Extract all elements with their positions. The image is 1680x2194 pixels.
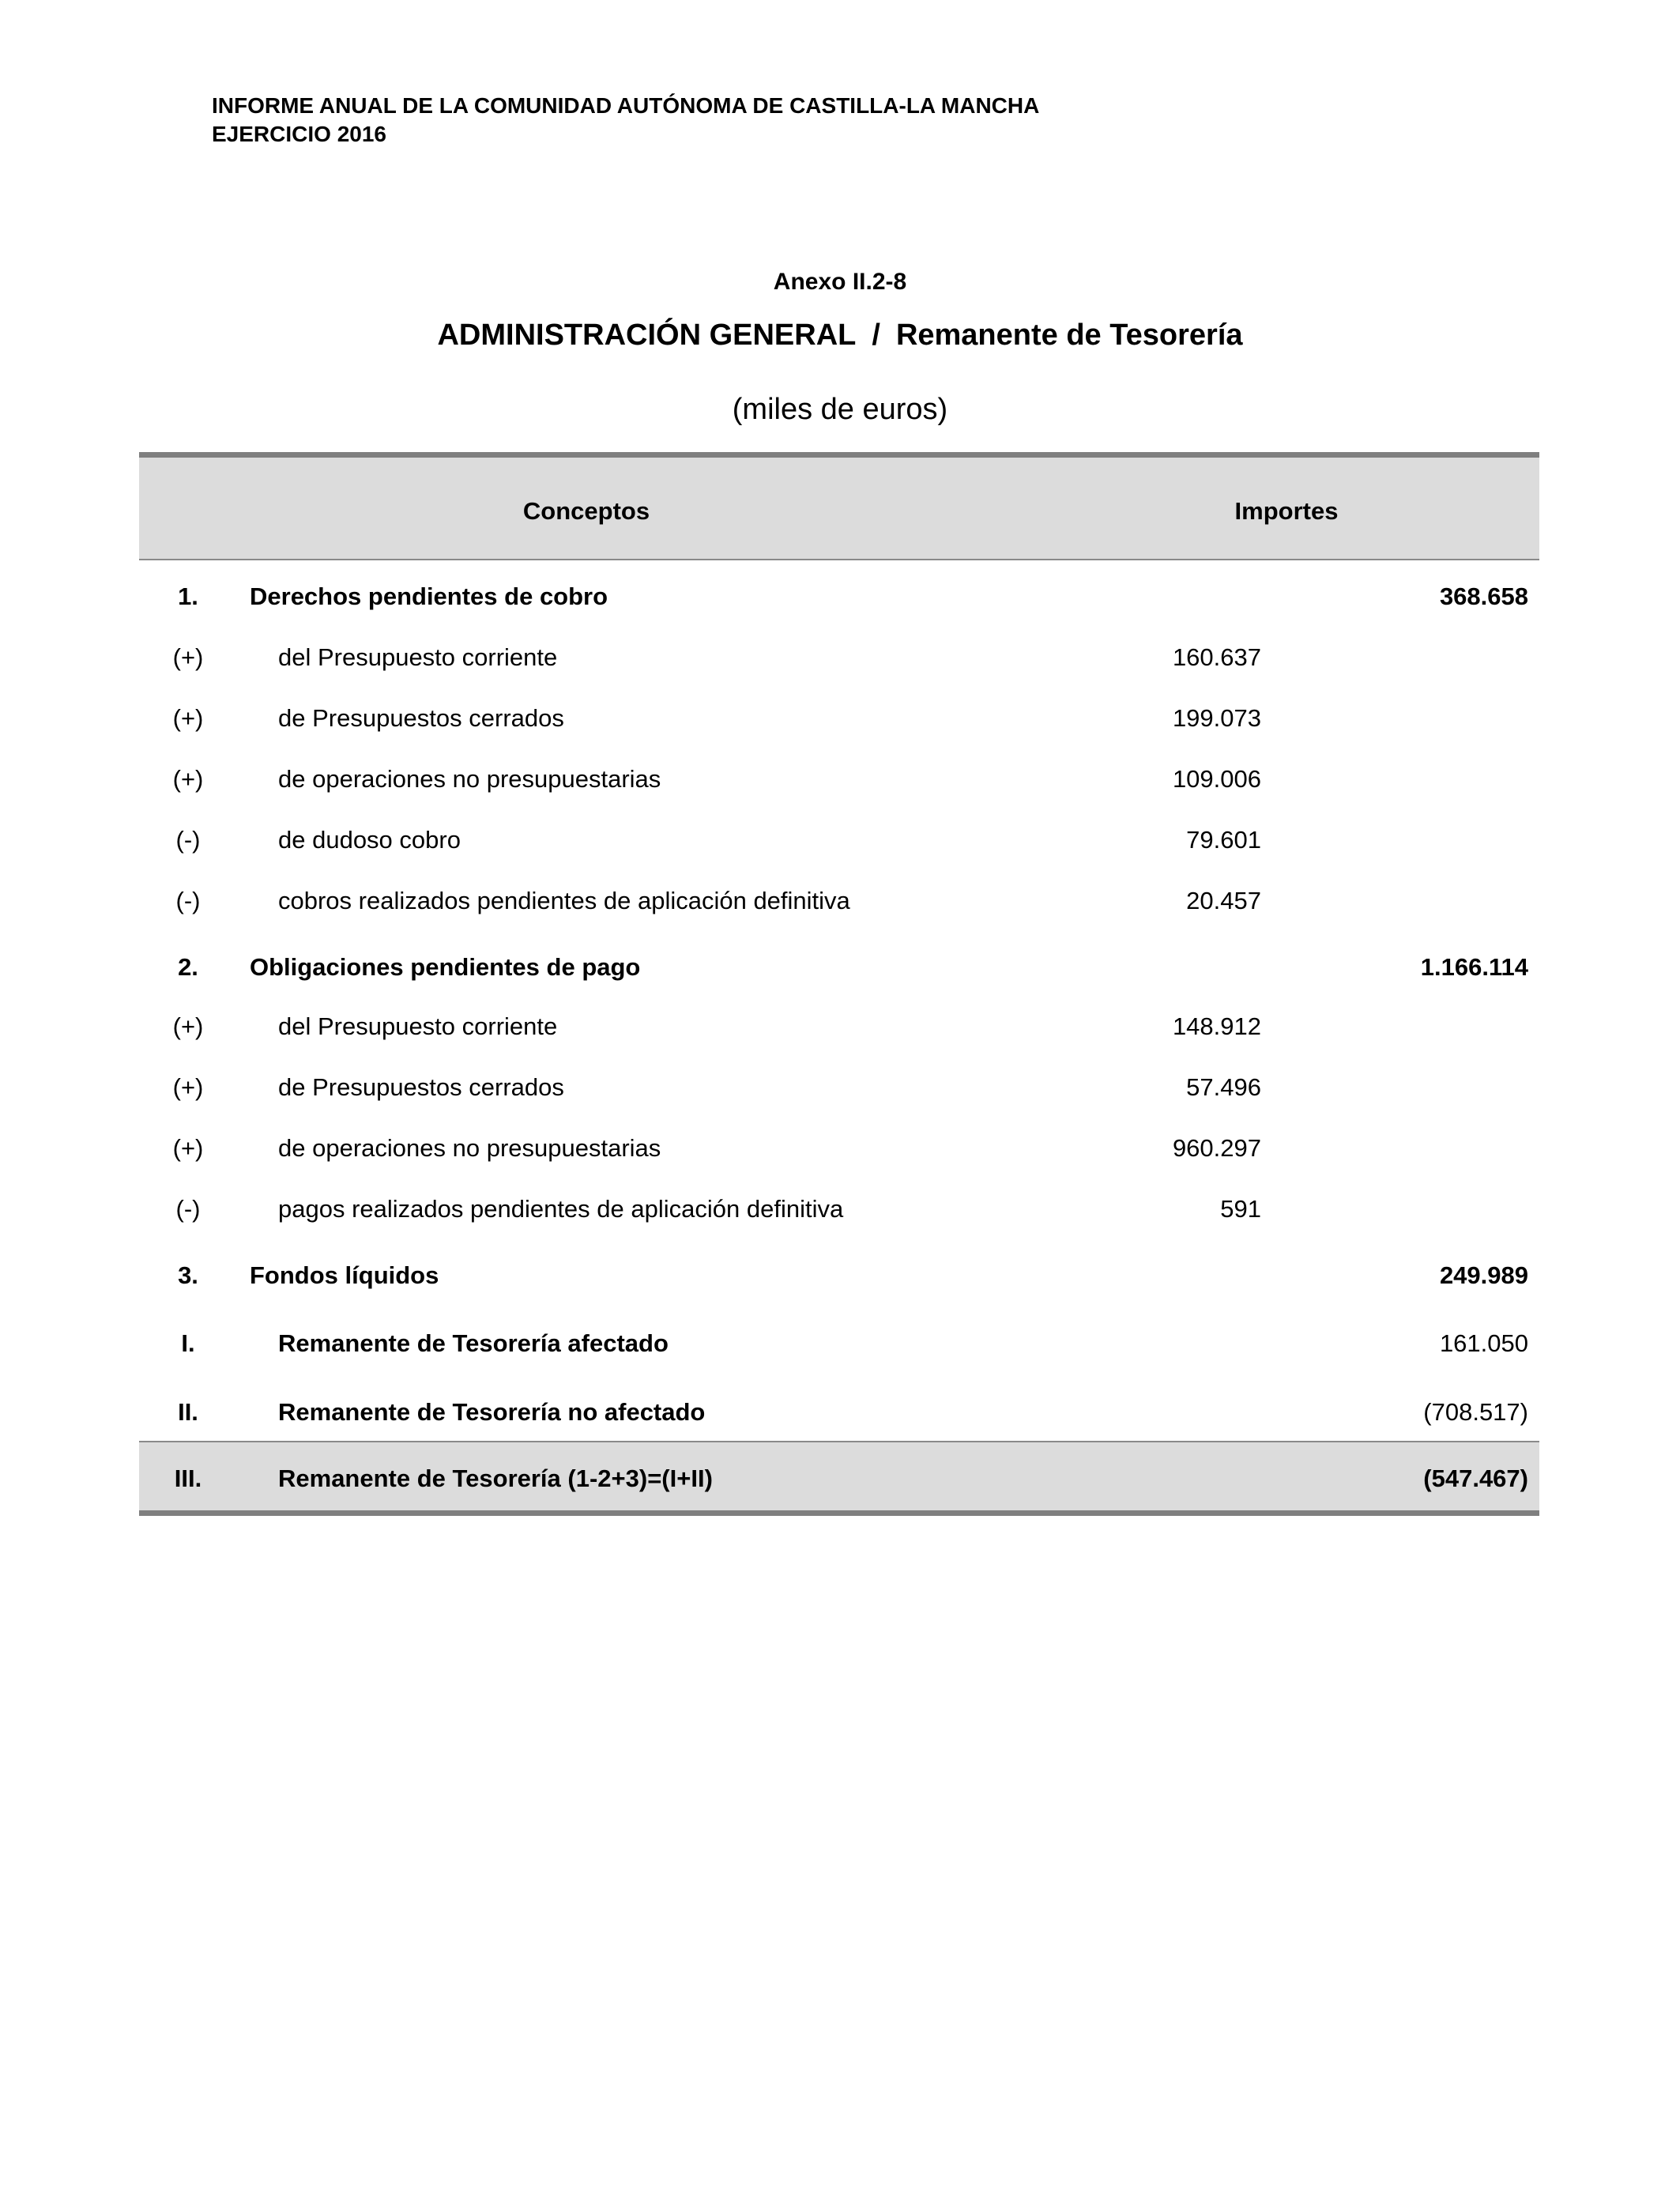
table-header <box>139 452 1539 560</box>
table-row <box>139 869 1539 929</box>
row-number: (+) <box>172 765 204 793</box>
table-row <box>139 994 1539 1055</box>
row-label: Remanente de Tesorería (1-2+3)=(I+II) <box>278 1465 713 1492</box>
row-label: del Presupuesto corriente <box>278 1012 558 1040</box>
row-number: III. <box>174 1465 202 1492</box>
row-subamount: 148.912 <box>1172 1012 1261 1040</box>
row-subamount: 199.073 <box>1172 704 1261 732</box>
row-subamount: 160.637 <box>1172 643 1261 671</box>
title-separator: / <box>872 319 880 352</box>
row-subamount: 960.297 <box>1172 1134 1261 1162</box>
row-total: 161.050 <box>1439 1329 1528 1357</box>
title-entity: ADMINISTRACIÓN GENERAL <box>437 319 857 352</box>
row-number: (-) <box>175 1195 201 1223</box>
row-subamount: 20.457 <box>1186 887 1261 914</box>
column-header-amounts: Importes <box>1234 497 1339 525</box>
table-row <box>139 1374 1539 1441</box>
table-row <box>139 1055 1539 1116</box>
row-subamount: 109.006 <box>1172 765 1261 793</box>
table-row <box>139 1116 1539 1177</box>
row-number: 2. <box>178 953 198 981</box>
report-year: EJERCICIO 2016 <box>212 122 386 146</box>
row-total: 368.658 <box>1439 582 1528 610</box>
table-row <box>139 1306 1539 1374</box>
treasury-table <box>139 452 1539 1516</box>
table-row <box>139 625 1539 686</box>
row-label: Fondos líquidos <box>250 1261 439 1289</box>
row-label: de operaciones no presupuestarias <box>278 1134 661 1162</box>
report-header <box>212 92 1039 149</box>
row-number: 3. <box>178 1261 198 1289</box>
row-subamount: 57.496 <box>1186 1073 1261 1101</box>
row-label: Derechos pendientes de cobro <box>250 582 608 610</box>
row-label: de Presupuestos cerrados <box>278 1073 564 1101</box>
table-total-row <box>139 1441 1539 1516</box>
row-number: (+) <box>172 1073 204 1101</box>
row-total: 1.166.114 <box>1420 953 1528 981</box>
row-label: de Presupuestos cerrados <box>278 704 564 732</box>
row-label: Obligaciones pendientes de pago <box>250 953 641 981</box>
row-total: (547.467) <box>1423 1465 1528 1492</box>
row-number: II. <box>178 1398 198 1426</box>
row-number: (+) <box>172 1134 204 1162</box>
table-row <box>139 747 1539 808</box>
row-label: del Presupuesto corriente <box>278 643 558 671</box>
row-subamount: 591 <box>1220 1195 1261 1223</box>
row-number: (+) <box>172 643 204 671</box>
row-number: I. <box>181 1329 195 1357</box>
row-subamount: 79.601 <box>1186 826 1261 854</box>
row-label: de dudoso cobro <box>278 826 461 854</box>
row-number: 1. <box>178 582 198 610</box>
row-number: (-) <box>175 887 201 914</box>
table-row <box>139 808 1539 869</box>
table-row <box>139 686 1539 747</box>
units-label: (miles de euros) <box>732 393 948 426</box>
row-total: (708.517) <box>1423 1398 1528 1426</box>
row-label: pagos realizados pendientes de aplicación definitiva <box>278 1195 844 1223</box>
report-title: INFORME ANUAL DE LA COMUNIDAD AUTÓNOMA DE CASTILLA-LA MANCHA <box>212 93 1040 118</box>
table-row <box>139 560 1539 625</box>
row-number: (+) <box>172 1012 204 1040</box>
row-label: Remanente de Tesorería no afectado <box>278 1398 706 1426</box>
table-row <box>139 1177 1539 1238</box>
annex-label: Anexo II.2-8 <box>773 269 907 295</box>
row-number: (+) <box>172 704 204 732</box>
page-title <box>0 319 1680 352</box>
column-header-concepts: Conceptos <box>522 497 650 525</box>
row-total: 249.989 <box>1439 1261 1528 1289</box>
title-subject: Remanente de Tesorería <box>895 319 1243 352</box>
row-label: de operaciones no presupuestarias <box>278 765 661 793</box>
row-number: (-) <box>175 826 201 854</box>
row-label: cobros realizados pendientes de aplicación definitiva <box>278 887 850 914</box>
table-row <box>139 929 1539 994</box>
table-row <box>139 1238 1539 1306</box>
row-label: Remanente de Tesorería afectado <box>278 1329 669 1357</box>
